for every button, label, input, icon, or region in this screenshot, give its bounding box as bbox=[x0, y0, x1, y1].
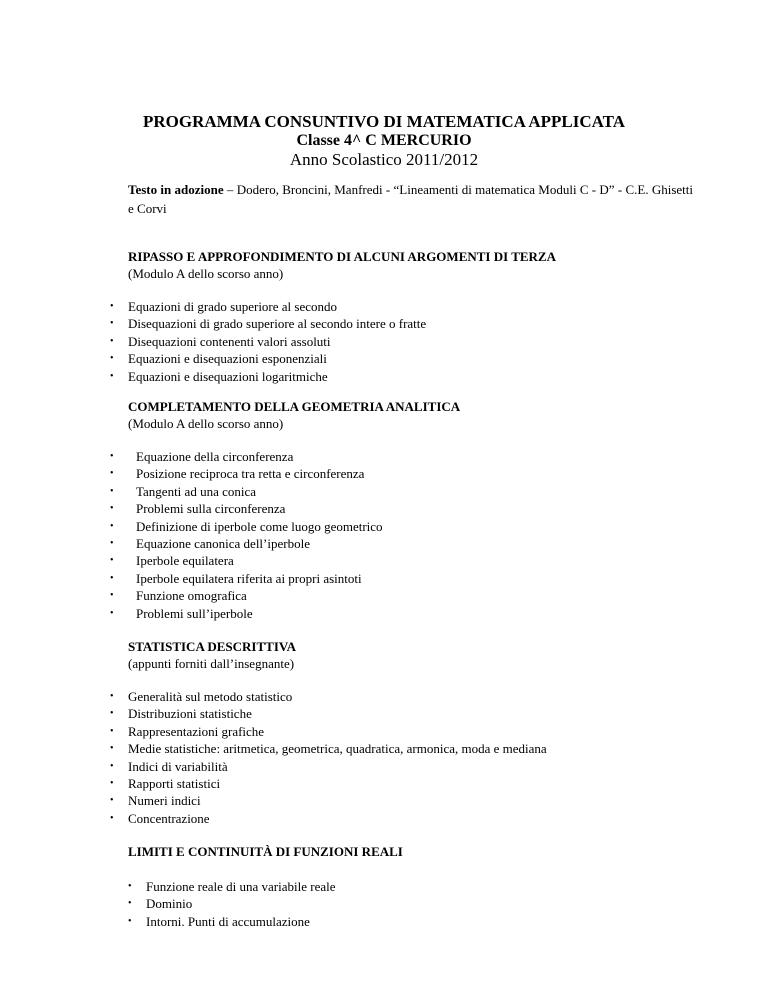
section-ripasso bbox=[110, 248, 728, 385]
section-title: RIPASSO E APPROFONDIMENTO DI ALCUNI ARGOMENTI DI TERZA bbox=[128, 249, 556, 264]
school-year: Anno Scolastico 2011/2012 bbox=[289, 150, 479, 169]
bullet-icon: • bbox=[110, 468, 114, 480]
bullet-icon: • bbox=[110, 370, 114, 382]
list-item: • Funzione omografica bbox=[110, 588, 247, 604]
bullet-icon: • bbox=[110, 318, 114, 330]
bullet-icon: • bbox=[110, 691, 114, 702]
textbook-label: Testo in adozione bbox=[128, 182, 224, 197]
bullet-icon: • bbox=[110, 607, 114, 619]
list-item: • Iperbole equilatera riferita ai propri asintoti bbox=[110, 570, 362, 586]
list-item: • Problemi sulla circonferenza bbox=[110, 501, 286, 517]
bullet-icon: • bbox=[110, 590, 114, 602]
bullet-icon: • bbox=[110, 743, 114, 755]
section-subtitle: (Modulo A dello scorso anno) bbox=[128, 416, 284, 431]
bullet-icon: • bbox=[110, 301, 114, 312]
section-title: COMPLETAMENTO DELLA GEOMETRIA ANALITICA bbox=[128, 399, 461, 414]
bullet-icon: • bbox=[110, 760, 114, 772]
list-item: • Disequazioni di grado superiore al secondo intere o fratte bbox=[110, 316, 427, 332]
list-item: • Medie statistiche: aritmetica, geometrica, quadratica, armonica, moda e mediana bbox=[110, 741, 547, 757]
list-item: • Iperbole equilatera bbox=[110, 553, 234, 569]
list-item: • Tangenti ad una conica bbox=[110, 483, 257, 499]
textbook-note bbox=[128, 180, 693, 218]
section-title: STATISTICA DESCRITTIVA bbox=[128, 639, 296, 654]
list-item: • Problemi sull’iperbole bbox=[110, 605, 253, 621]
textbook-text: – Dodero, Broncini, Manfredi - “Lineamenti di matematica Moduli C - D” - C.E. Ghisetti e Corvi bbox=[128, 182, 694, 216]
list-item: • Rapporti statistici bbox=[110, 776, 221, 792]
bullet-icon: • bbox=[110, 572, 114, 584]
section-statistica bbox=[110, 638, 728, 827]
bullet-icon: • bbox=[128, 898, 132, 910]
section-geometria bbox=[110, 398, 728, 622]
list-item: • Concentrazione bbox=[110, 810, 210, 826]
list-item: • Equazioni e disequazioni esponenziali bbox=[110, 351, 327, 367]
list-item: • Generalità sul metodo statistico bbox=[110, 689, 293, 704]
document-header bbox=[0, 112, 768, 169]
bullet-icon: • bbox=[110, 812, 114, 824]
section-subtitle: (Modulo A dello scorso anno) bbox=[128, 266, 284, 281]
list-item: • Indici di variabilità bbox=[110, 758, 228, 774]
list-item: • Distribuzioni statistiche bbox=[110, 706, 252, 722]
bullet-icon: • bbox=[110, 353, 114, 365]
bullet-icon: • bbox=[110, 555, 114, 567]
section-title: LIMITI E CONTINUITÀ DI FUNZIONI REALI bbox=[128, 844, 403, 859]
list-item: • Equazioni e disequazioni logaritmiche bbox=[110, 368, 328, 384]
bullet-icon: • bbox=[110, 451, 114, 462]
bullet-icon: • bbox=[110, 485, 114, 497]
section-subtitle: (appunti forniti dall’insegnante) bbox=[128, 656, 295, 671]
list-item: • Equazioni di grado superiore al secondo bbox=[110, 299, 338, 314]
bullet-icon: • bbox=[110, 503, 114, 515]
list-item: • Funzione reale di una variabile reale bbox=[128, 879, 336, 894]
section-limiti bbox=[128, 843, 728, 930]
bullet-icon: • bbox=[110, 335, 114, 347]
list-item: • Dominio bbox=[128, 896, 193, 912]
list-item: • Rappresentazioni grafiche bbox=[110, 723, 265, 739]
bullet-icon: • bbox=[128, 915, 132, 927]
list-item: • Equazione canonica dell’iperbole bbox=[110, 536, 310, 552]
list-item: • Posizione reciproca tra retta e circonferenza bbox=[110, 466, 365, 482]
bullet-icon: • bbox=[110, 520, 114, 532]
section-list bbox=[110, 298, 728, 385]
list-item: • Intorni. Punti di accumulazione bbox=[128, 913, 310, 929]
section-list bbox=[128, 878, 728, 930]
bullet-icon: • bbox=[110, 778, 114, 790]
bullet-icon: • bbox=[110, 708, 114, 720]
document-title: PROGRAMMA CONSUNTIVO DI MATEMATICA APPLICATA bbox=[143, 112, 625, 131]
list-item: • Definizione di iperbole come luogo geometrico bbox=[110, 518, 383, 534]
list-item: • Disequazioni contenenti valori assoluti bbox=[110, 333, 331, 349]
bullet-icon: • bbox=[110, 725, 114, 737]
section-list bbox=[110, 448, 728, 622]
list-item: • Numeri indici bbox=[110, 793, 201, 809]
bullet-icon: • bbox=[110, 795, 114, 807]
bullet-icon: • bbox=[110, 538, 114, 550]
class-label: Classe 4^ C MERCURIO bbox=[296, 132, 472, 149]
bullet-icon: • bbox=[128, 881, 132, 892]
section-list bbox=[110, 688, 728, 827]
list-item: • Equazione della circonferenza bbox=[110, 449, 294, 464]
